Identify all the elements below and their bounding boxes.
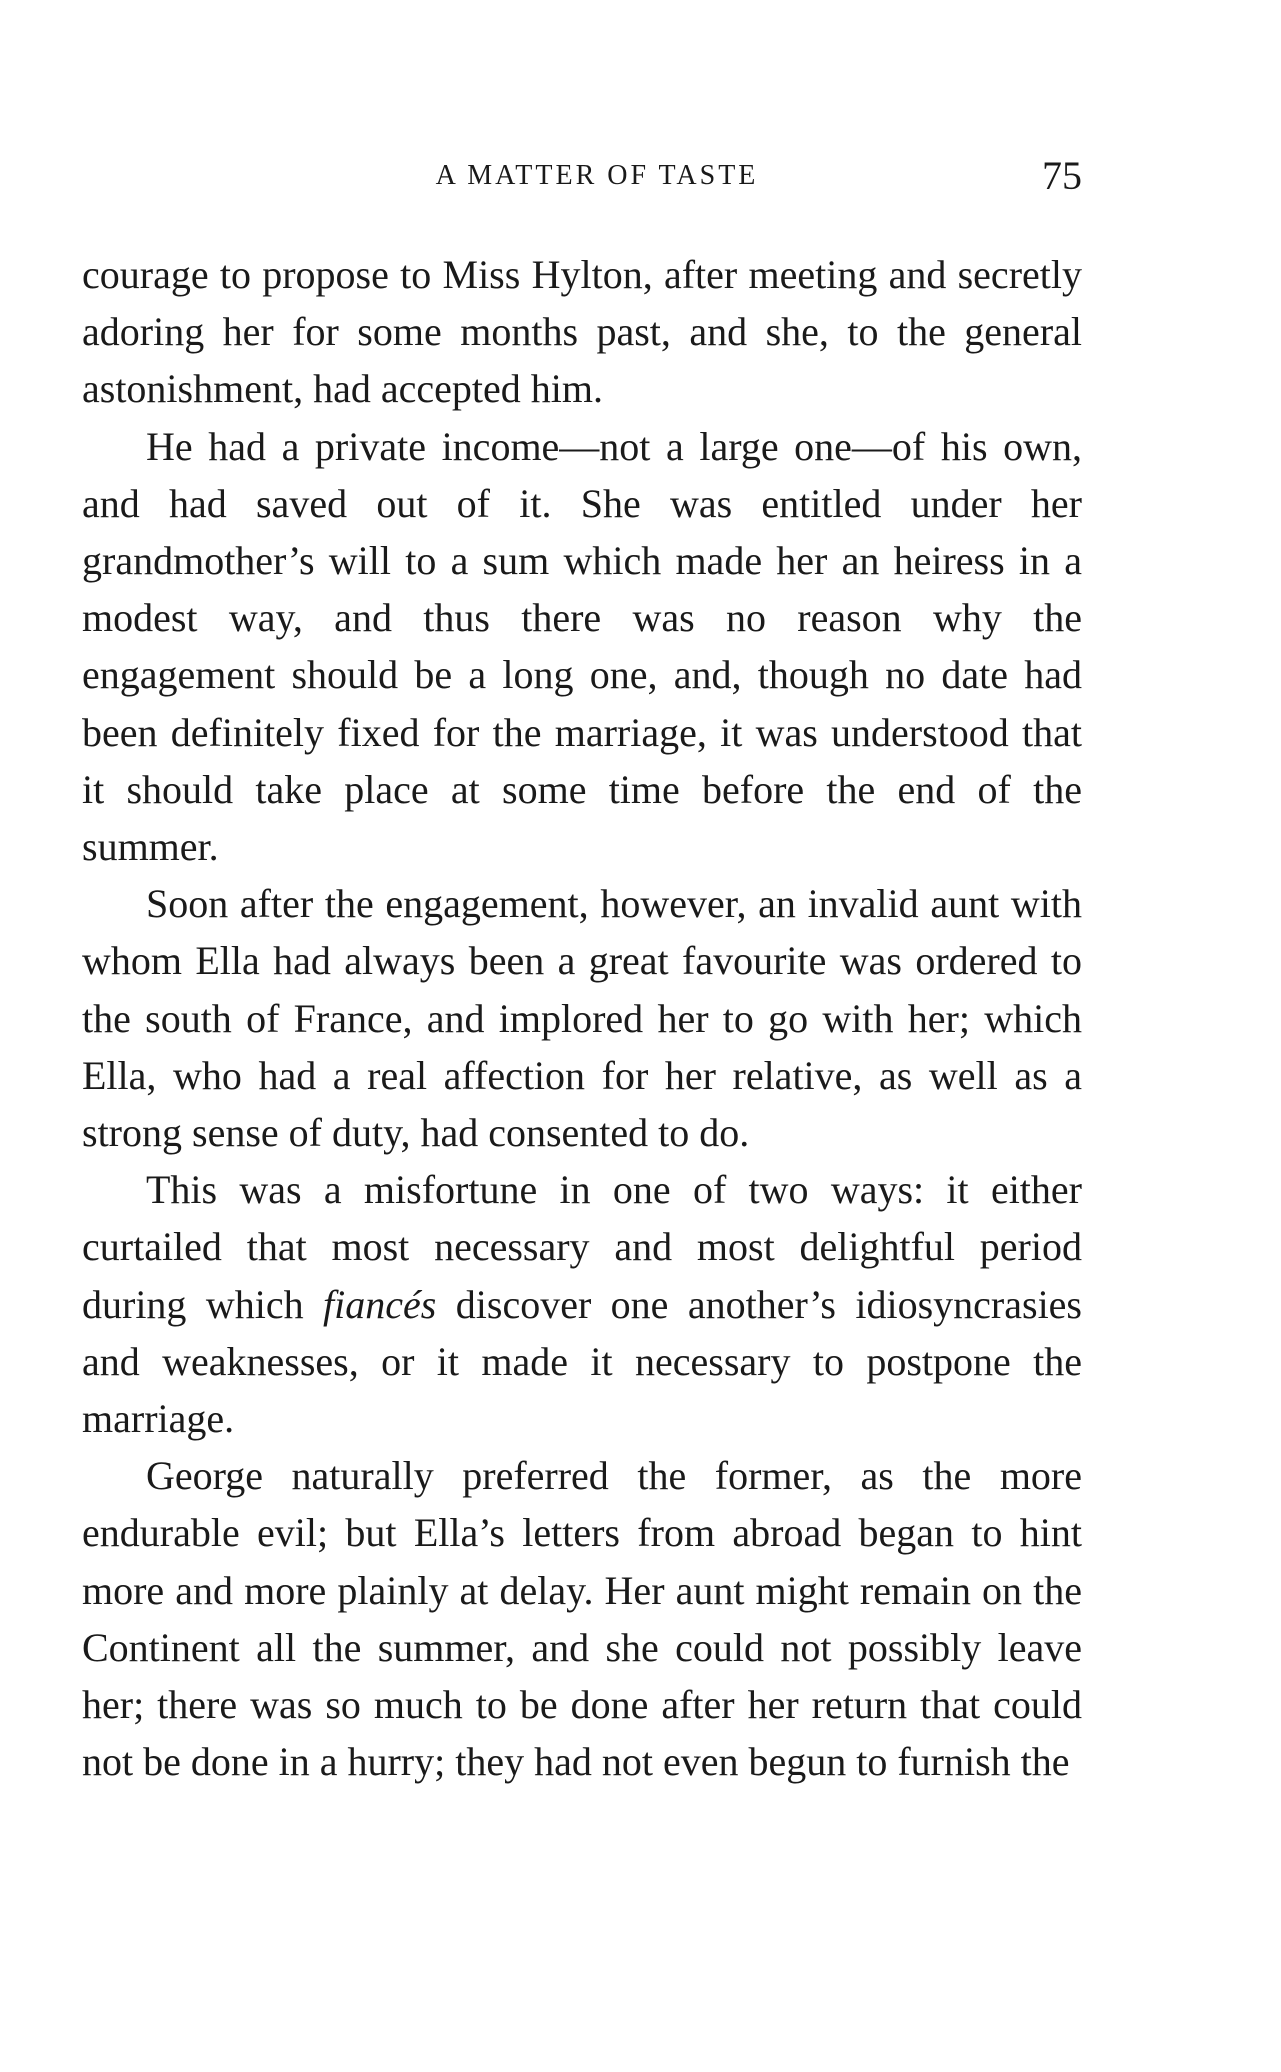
paragraph-5: George naturally preferred the former, as the more endurable evil; but Ella’s letters from abroad began to hint more and more plainly at delay. Her aunt might remain on the Continent all the summer, and she could not possibly leave her; there was so much to be done after her return that could not be done in a hurry; they had not even begun to furnish the bbox=[82, 1453, 1082, 1785]
page-number: 75 bbox=[1042, 153, 1082, 198]
paragraph-2: He had a private income—not a large one—of his own, and had saved out of it. She was entitled under her grandmother’s will to a sum which made her an heiress in a modest way, and thus there was no reason why the engagement should be a long one, and, though no date had been definitely fixed for the marriage, it was understood that it should take place at some time before the end of the summer. bbox=[82, 423, 1082, 870]
running-title: A MATTER OF TASTE bbox=[435, 160, 759, 191]
italic-word-fiances: fiancés bbox=[323, 1281, 437, 1327]
paragraph-1: courage to propose to Miss Hylton, after meeting and secretly adoring her for some months past, and she, to the general astonishment, had accepted him. bbox=[82, 252, 1082, 412]
paragraph-4 bbox=[82, 1161, 1082, 1447]
paragraph-4-part-1: This was a misfortune in one of two ways: it either curtailed that most necessary and most delightful period during which bbox=[82, 1167, 1082, 1327]
paragraph-4-part-2: discover one another’s idiosyncrasies and weaknesses, or it made it necessary to postpone the marriage. bbox=[82, 1281, 1082, 1442]
running-head bbox=[82, 152, 1082, 202]
body-text bbox=[82, 246, 1082, 1790]
paragraph-3: Soon after the engagement, however, an invalid aunt with whom Ella had always been a great favourite was ordered to the south of France, and implored her to go with her; which Ella, who had a real affection for her relative, as well as a strong sense of duty, had consented to do. bbox=[82, 881, 1082, 1156]
